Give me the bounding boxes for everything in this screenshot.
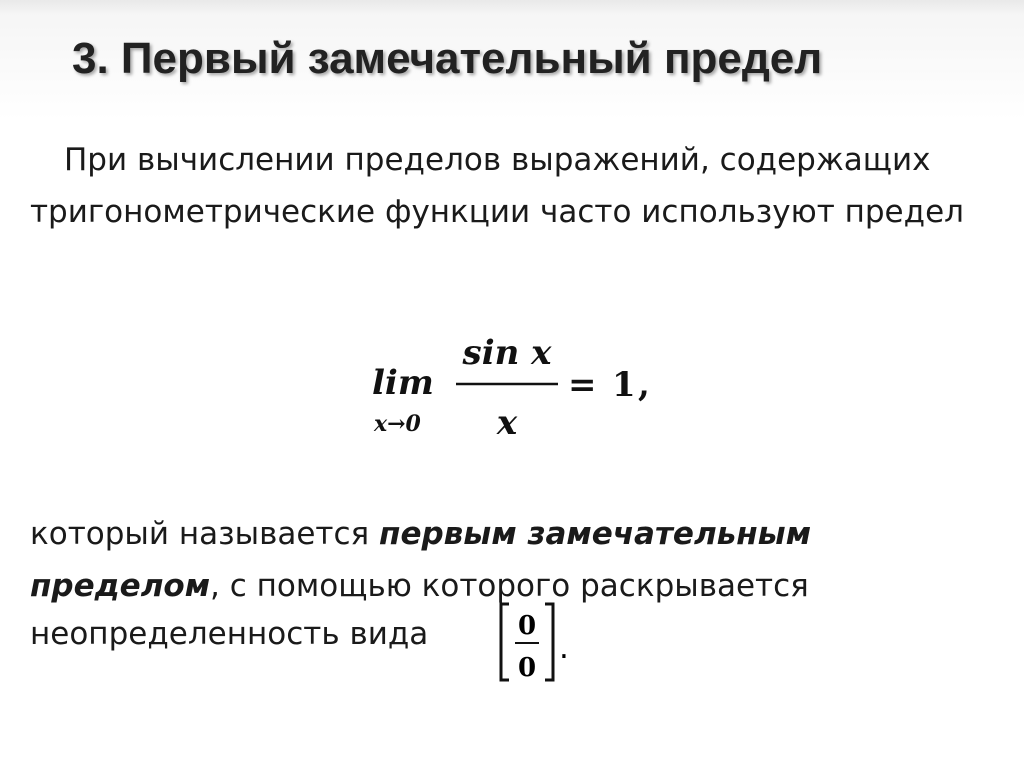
bracket-denominator: 0 — [517, 653, 537, 683]
equals-sign: = — [568, 365, 597, 405]
intro-paragraph: При вычислении пределов выражений, содержащих тригонометрические функции часто используют предел — [30, 142, 964, 230]
explanation-rest: , с помощью которого раскрывается — [210, 568, 809, 604]
final-period: . — [559, 630, 569, 666]
indeterminacy-line: неопределенность вида — [30, 616, 429, 652]
fraction-denominator: x — [496, 403, 518, 443]
bracket-numerator: 0 — [517, 611, 537, 641]
slide-title: 3. Первый замечательный предел — [72, 34, 823, 83]
left-bracket — [501, 604, 509, 680]
limit-result: 1 — [612, 365, 636, 405]
indeterminacy-form — [497, 600, 577, 684]
formula-comma: , — [638, 365, 650, 405]
term-first-remarkable-limit: первым замечательным пределом — [30, 516, 812, 604]
lim-subscript: x→0 — [374, 411, 421, 437]
lim-operator: lim — [372, 363, 434, 403]
explanation-paragraph — [30, 508, 990, 612]
limit-formula — [0, 336, 1024, 456]
explanation-lead: который называется — [30, 516, 380, 552]
right-bracket — [545, 604, 553, 680]
fraction-numerator: sin x — [462, 336, 552, 373]
